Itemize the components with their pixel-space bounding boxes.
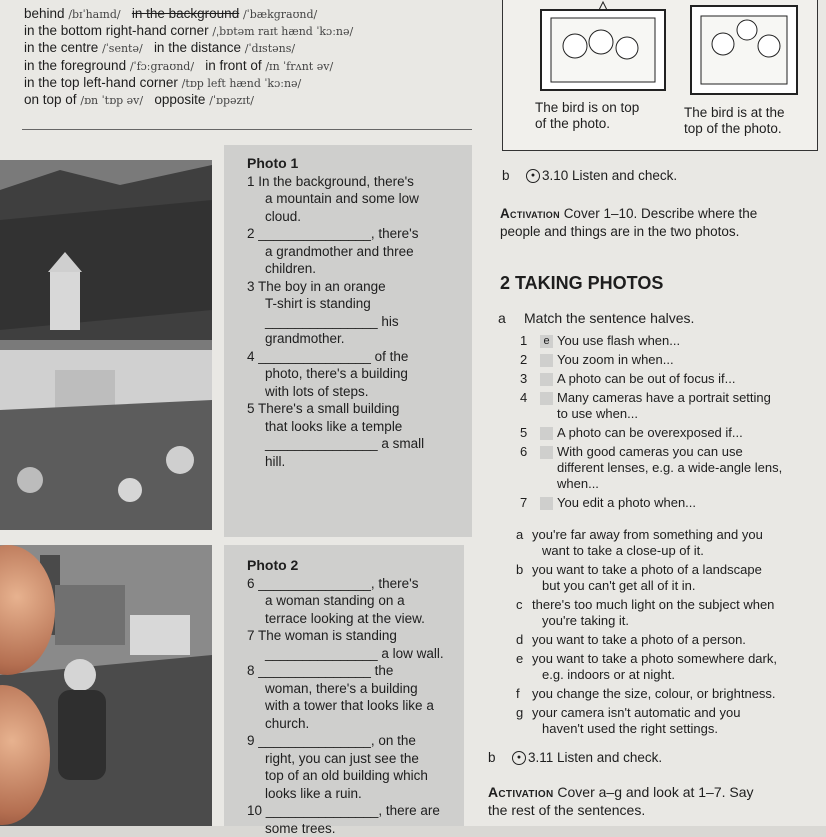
exercise-line: 7 The woman is standing — [247, 627, 462, 645]
sentence-half-item: 6 With good cameras you can use different lenses, e.g. a wide-angle lens, when... — [520, 444, 820, 492]
section-title: 2 TAKING PHOTOS — [500, 273, 826, 294]
exercise-line: 6 _______________, there's — [247, 575, 462, 593]
sentence-half-item: 2 You zoom in when... — [520, 352, 820, 368]
vocab-line: in the top left-hand corner /tɒp left hænd ˈkɔːnə/ — [24, 75, 474, 92]
exercise-line: some trees. — [247, 820, 462, 837]
photo2-exercise — [247, 557, 462, 837]
audio-icon[interactable]: ● — [512, 751, 526, 765]
sentence-ending-item: c there's too much light on the subject when you're taking it. — [516, 597, 816, 629]
answer-box[interactable] — [540, 392, 553, 405]
exercise-line: top of an old building which — [247, 767, 462, 785]
sentence-half-item: 7 You edit a photo when... — [520, 495, 820, 511]
answer-box[interactable] — [540, 446, 553, 459]
sentence-ending-item: a you're far away from something and you want to take a close-up of it. — [516, 527, 816, 559]
photo1-exercise — [247, 155, 467, 470]
vocab-line: on top of /ɒn ˈtɒp əv/ opposite /ˈɒpəzɪt/ — [24, 92, 474, 109]
answer-box[interactable]: e — [540, 335, 553, 348]
answer-box[interactable] — [540, 373, 553, 386]
exercise-line: a mountain and some low — [247, 190, 467, 208]
exercise-line: with lots of steps. — [247, 383, 467, 401]
exercise-line: with a tower that looks like a — [247, 697, 462, 715]
frame-right — [691, 6, 797, 94]
sentence-ending-item: g your camera isn't automatic and you haven't used the right settings. — [516, 705, 816, 737]
answer-box[interactable] — [540, 497, 553, 510]
exercise-line: 4 _______________ of the — [247, 348, 467, 366]
photo1-heading: Photo 1 — [247, 155, 467, 173]
exercise-line: 10 _______________, there are — [247, 802, 462, 820]
activation-1: Activation Cover 1–10. Describe where the people and things are in the two photos. — [500, 205, 826, 241]
answer-box[interactable] — [540, 427, 553, 440]
exercise-line: church. — [247, 715, 462, 733]
sentence-half-item: 4 Many cameras have a portrait setting to use when... — [520, 390, 820, 422]
sentence-half-item: 3 A photo can be out of focus if... — [520, 371, 820, 387]
exercise-line: _______________ his — [247, 313, 467, 331]
exercise-line: that looks like a temple — [247, 418, 467, 436]
exercise-line: 2 _______________, there's — [247, 225, 467, 243]
exercise-b-listen-1: b ● 3.10 Listen and check. — [488, 168, 818, 183]
exercise-line: a grandmother and three — [247, 243, 467, 261]
exercise-line: photo, there's a building — [247, 365, 467, 383]
vocab-line: behind /bɪˈhaɪnd/ in the background /ˈbækgraʊnd/ — [24, 6, 474, 23]
exercise-line: children. — [247, 260, 467, 278]
vocab-line: in the bottom right-hand corner /ˌbɒtəm raɪt hænd ˈkɔːnə/ — [24, 23, 474, 40]
caption-left: The bird is on top of the photo. — [535, 100, 639, 132]
vocab-line: in the centre /ˈsentə/ in the distance /ˈdɪstəns/ — [24, 40, 474, 57]
photo2-heading: Photo 2 — [247, 557, 462, 575]
exercise-line: T-shirt is standing — [247, 295, 467, 313]
vocab-bottom-rule — [22, 129, 472, 130]
exercise-line: cloud. — [247, 208, 467, 226]
answer-box[interactable] — [540, 354, 553, 367]
sentence-ending-item: d you want to take a photo of a person. — [516, 632, 816, 648]
exercise-line: grandmother. — [247, 330, 467, 348]
frame-left — [541, 2, 665, 90]
sentence-ending-item: b you want to take a photo of a landscape but you can't get all of it in. — [516, 562, 816, 594]
caption-right: The bird is at the top of the photo. — [684, 105, 785, 137]
exercise-line: 8 _______________ the — [247, 662, 462, 680]
exercise-line: 9 _______________, on the — [247, 732, 462, 750]
photo1-image — [0, 160, 212, 530]
exercise-line: _______________ a low wall. — [247, 645, 462, 663]
exercise-line: terrace looking at the view. — [247, 610, 462, 628]
exercise-line: hill. — [247, 453, 467, 471]
exercise-b-listen-2: b ● 3.11 Listen and check. — [488, 750, 818, 765]
exercise-line: looks like a ruin. — [247, 785, 462, 803]
sentence-ending-item: e you want to take a photo somewhere dark, e.g. indoors or at night. — [516, 651, 816, 683]
exercise-line: _______________ a small — [247, 435, 467, 453]
exercise-line: a woman standing on a — [247, 592, 462, 610]
sentence-half-item: 1 e You use flash when... — [520, 333, 820, 349]
exercise-line: 5 There's a small building — [247, 400, 467, 418]
sentence-ending-item: f you change the size, colour, or brightness. — [516, 686, 816, 702]
vocabulary-list — [24, 6, 474, 109]
exercise-line: 3 The boy in an orange — [247, 278, 467, 296]
exercise-line: woman, there's a building — [247, 680, 462, 698]
exercise-line: 1 In the background, there's — [247, 173, 467, 191]
activation-2: Activation Cover a–g and look at 1–7. Say the rest of the sentences. — [488, 783, 818, 819]
audio-icon[interactable]: ● — [526, 169, 540, 183]
sentence-half-item: 5 A photo can be overexposed if... — [520, 425, 820, 441]
exercise-a-instruction: a Match the sentence halves. — [498, 310, 826, 326]
vocab-line: in the foreground /ˈfɔːgraʊnd/ in front of /ɪn ˈfrʌnt əv/ — [24, 58, 474, 75]
exercise-line: right, you can just see the — [247, 750, 462, 768]
